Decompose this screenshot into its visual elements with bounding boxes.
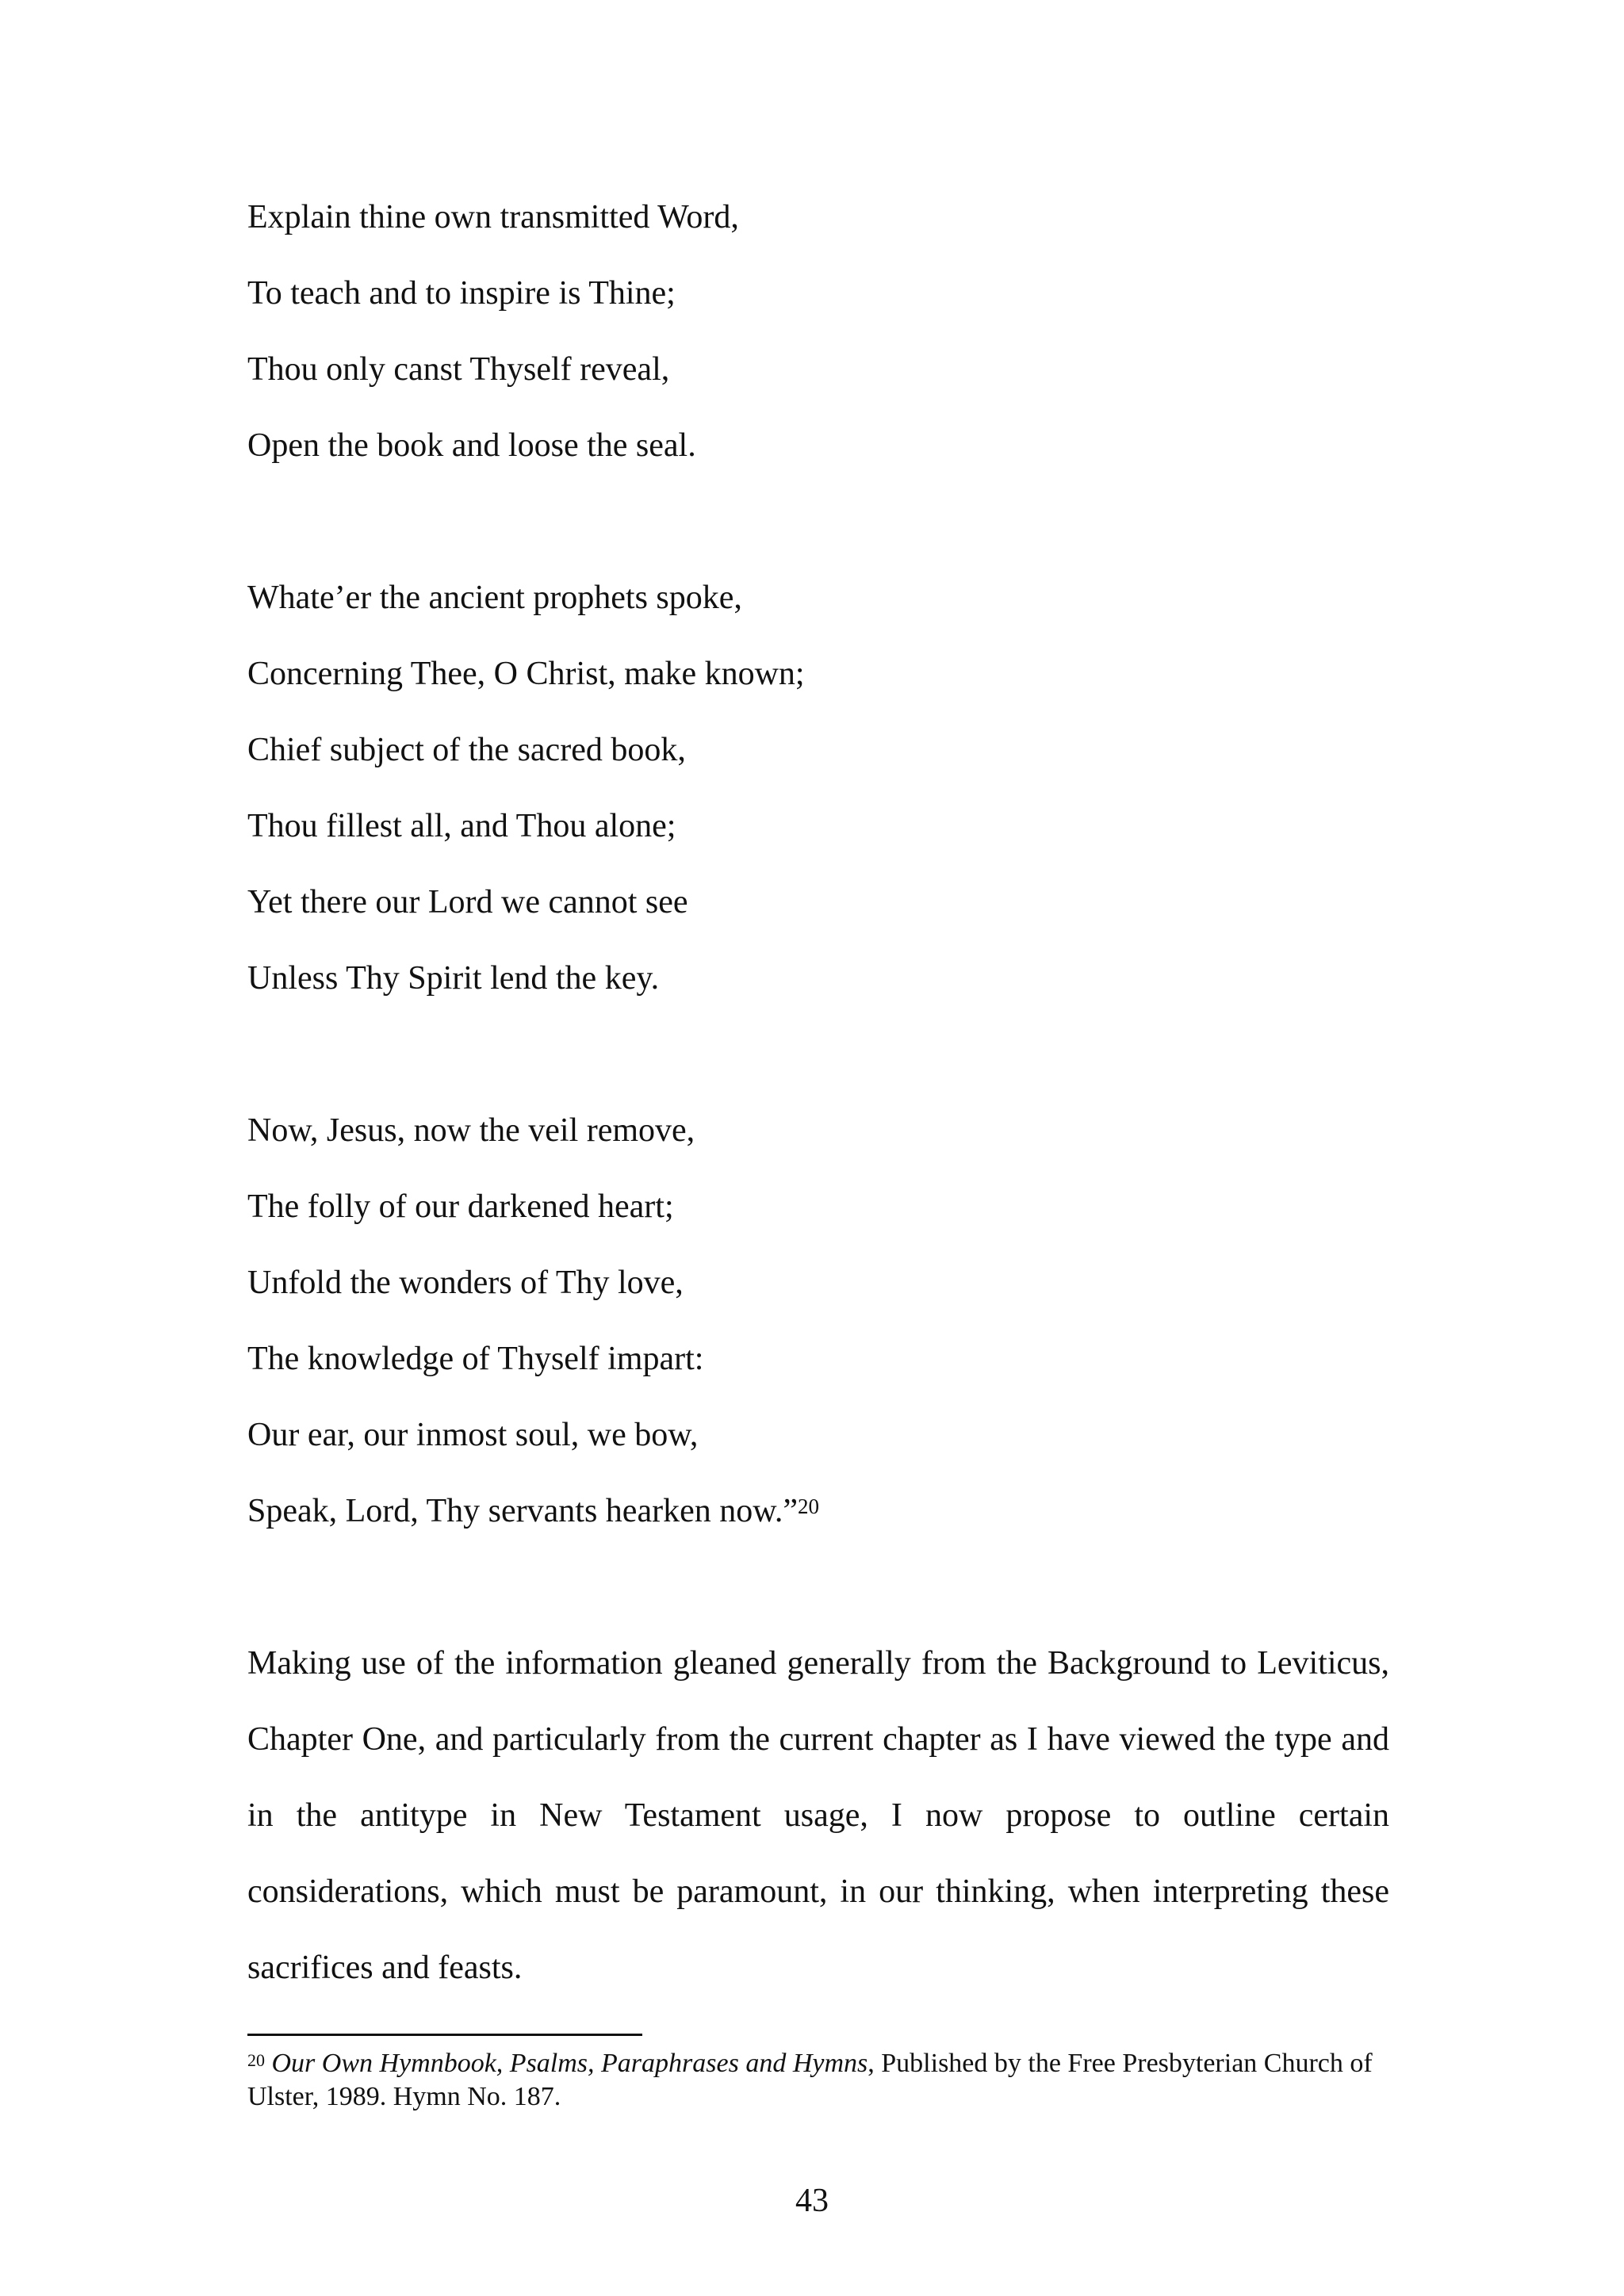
hymn-line: The knowledge of Thyself impart: [247, 1341, 704, 1377]
hymn-line: Chief subject of the sacred book, [247, 732, 686, 768]
hymn-stanza-3 [247, 1093, 1389, 1549]
hymn-line: Unless Thy Spirit lend the key. [247, 960, 660, 997]
body-paragraph: Making use of the information gleaned generally from the Background to Leviticus, Chapter One, and particularly from the current chapter as I have viewed the type and in the antitype in New Testament usage, I now propose to outline certain considerations, which must be paramount, in our thinking, when interpreting these sacrifices and feasts. [247, 1645, 1389, 1986]
hymn-stanza-2 [247, 560, 1389, 1016]
footnote-title: Our Own Hymnbook, Psalms, Paraphrases and Hymns [271, 2049, 868, 2078]
footnote-number: 20 [247, 2050, 265, 2070]
footnote-divider [247, 2034, 642, 2036]
hymn-line: Concerning Thee, O Christ, make known; [247, 656, 805, 692]
hymn-line: Our ear, our inmost soul, we bow, [247, 1417, 699, 1453]
hymn-line: Whate’er the ancient prophets spoke, [247, 580, 742, 616]
hymn-line: To teach and to inspire is Thine; [247, 275, 676, 312]
footnote-text: , Published by the Free Presbyterian Church of Ulster, 1989. Hymn No. 187. [247, 2049, 1373, 2111]
hymn-line-last [247, 1473, 1389, 1549]
page-number: 43 [795, 2183, 829, 2219]
hymn-line: The folly of our darkened heart; [247, 1188, 674, 1225]
hymn-stanza-1 [247, 179, 1389, 484]
hymn-line: Unfold the wonders of Thy love, [247, 1265, 684, 1301]
footnote-reference[interactable]: 20 [797, 1494, 819, 1518]
hymn-line-text: Speak, Lord, Thy servants hearken now.” [247, 1493, 798, 1529]
hymn-line: Now, Jesus, now the veil remove, [247, 1112, 695, 1149]
hymn-line: Thou fillest all, and Thou alone; [247, 808, 676, 844]
footnote [247, 2047, 1389, 2114]
hymn-line: Explain thine own transmitted Word, [247, 199, 739, 235]
hymn-line: Thou only canst Thyself reveal, [247, 351, 670, 388]
hymn-line: Open the book and loose the seal. [247, 427, 696, 464]
hymn-line: Yet there our Lord we cannot see [247, 884, 688, 920]
